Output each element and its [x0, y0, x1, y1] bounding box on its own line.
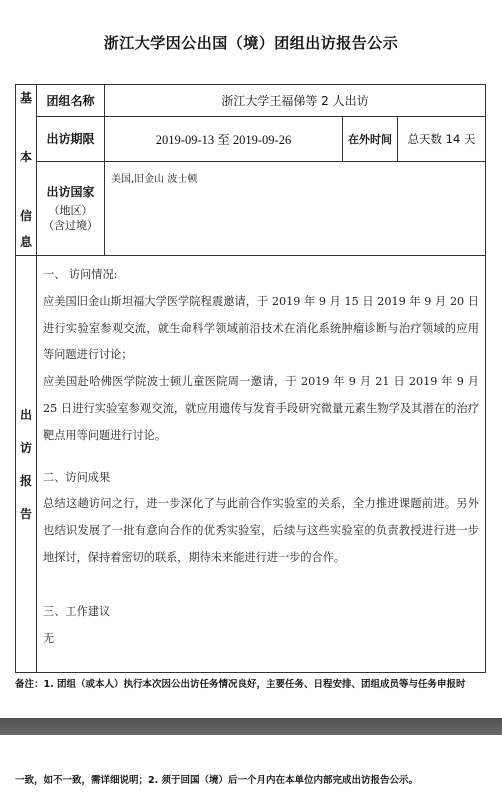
- side-char: 息: [19, 235, 32, 249]
- section-3-paragraph: 无: [43, 631, 55, 645]
- page-title: 浙江大学因公出国（境）团组出访报告公示: [103, 34, 399, 52]
- section-3-title: 三、工作建议: [43, 604, 111, 618]
- group-name-value: 浙江大学王福俤等 2 人出访: [105, 85, 486, 117]
- side-char: 信: [19, 209, 32, 223]
- group-name-label: 团组名称: [37, 85, 105, 117]
- footnote-line-1: 备注：1. 团组（或本人）执行本次因公出访任务情况良好，主要任务、日程安排、团组成员等与任务申报时: [15, 679, 466, 690]
- country-label-transit: （含过境）: [43, 219, 98, 233]
- countries-value: 美国,旧金山 波士顿: [105, 161, 486, 255]
- section-2-title: 二、访问成果: [43, 470, 111, 484]
- side-char: 本: [19, 150, 32, 164]
- country-label-region: （地区）: [48, 204, 93, 218]
- report-side-label: [16, 256, 37, 673]
- section-1-title: 一、 访问情况:: [43, 268, 118, 281]
- abroad-days-value: 总天数 14 天: [398, 116, 486, 161]
- period-label: 出访期限: [37, 116, 105, 161]
- basic-info-side-label: [16, 85, 37, 256]
- side-char: 报: [19, 473, 32, 488]
- footnote-line-2: 一致，如不一致，需详细说明；2. 须于回国（境）后一个月内在本单位内部完成出访报告公示。: [15, 775, 419, 786]
- report-form-table: [15, 84, 486, 673]
- side-char: 访: [19, 440, 32, 455]
- side-char: 出: [19, 407, 32, 422]
- report-body: [37, 256, 486, 673]
- section-1-paragraph-2: 应美国赴哈佛医学院波士顿儿童医院周一邀请，于 2019 年 9 月 21 日 2019 年 9 月 25 日进行实验室参观交流，就应用遗传与发育手段研究微量元素生物学及其潜在的治疗靶点用等问题进行讨论。: [43, 375, 479, 442]
- period-value: 2019-09-13 至 2019-09-26: [105, 116, 343, 161]
- page-break-divider: [0, 718, 502, 735]
- side-char: 告: [19, 506, 32, 521]
- abroad-time-label: 在外时间: [343, 116, 398, 161]
- country-label: [37, 161, 105, 255]
- section-2-paragraph: 总结这趟访问之行，进一步深化了与此前合作实验室的关系，全力推进课题前进。另外也结识发展了一批有意向合作的优秀实验室，后续与这些实验室的负责教授进行进一步地探讨，保持着密切的联系，期待未来能进行进一步的合作。: [43, 497, 479, 564]
- country-label-main: 出访国家: [46, 185, 95, 200]
- section-1-paragraph-1: 应美国旧金山斯坦福大学医学院程震邀请，于 2019 年 9 月 15 日 2019 年 9 月 20 日进行实验室参观交流，就生命科学领域前沿技术在消化系统肿瘤诊断与治疗领域的应用等问题进行讨论；: [43, 294, 479, 362]
- side-char: 基: [19, 91, 32, 105]
